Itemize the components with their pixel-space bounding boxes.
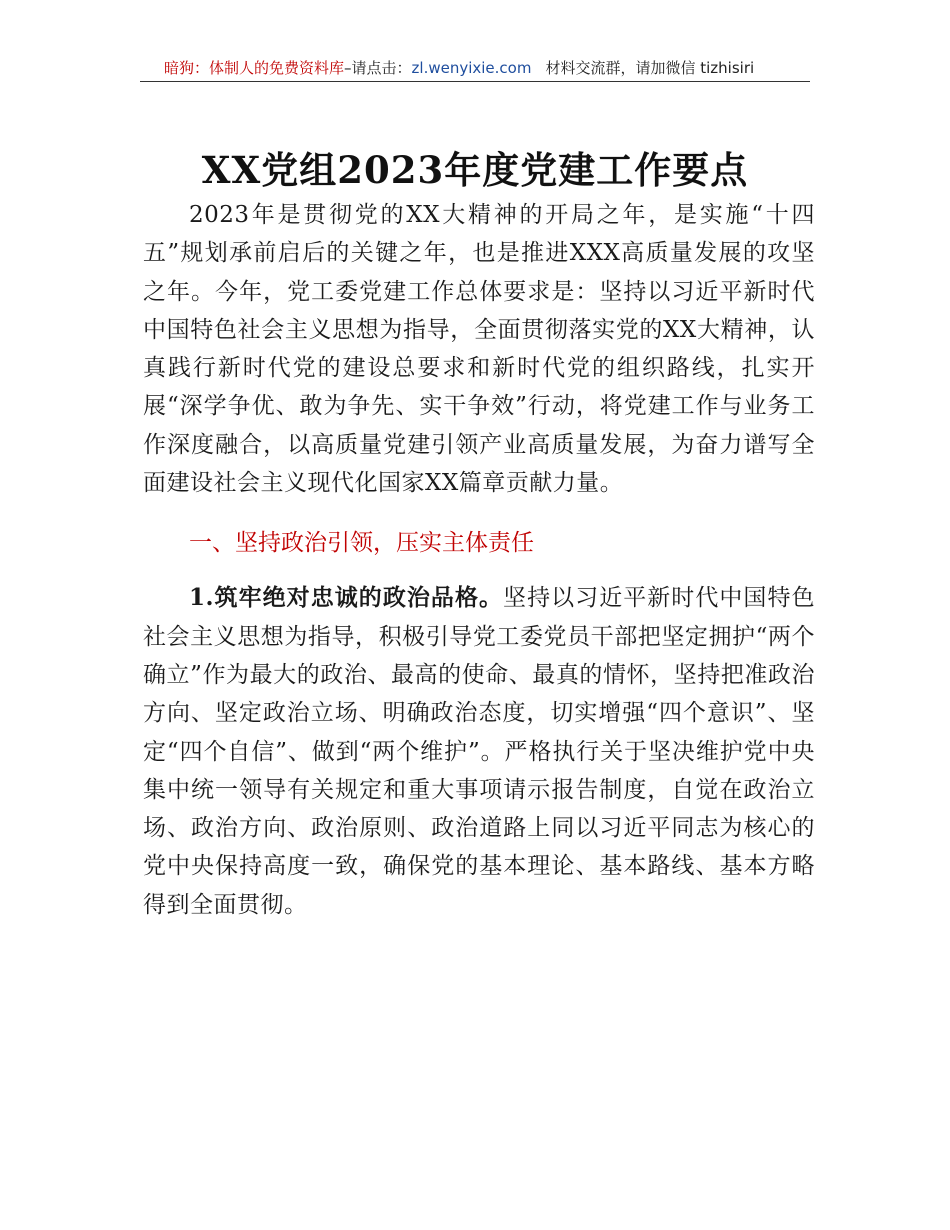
header-prompt: –请点击： — [344, 59, 412, 77]
intro-paragraph: 2023年是贯彻党的XX大精神的开局之年，是实施“十四五”规划承前启后的关键之年，也是推进XXX高质量发展的攻坚之年。今年，党工委党建工作总体要求是：坚持以习近平新时代中国特色社会主义思想为指导，全面贯彻落实党的XX大精神，认真践行新时代党的建设总要求和新时代党的组织路线，扎实开展“深学争优、敢为争先、实干争效”行动，将党建工作与业务工作深度融合，以高质量党建引领产业高质量发展，为奋力谱写全面建设社会主义现代化国家XX篇章贡献力量。 — [143, 202, 815, 497]
document-title: XX党组2023年度党建工作要点 — [201, 148, 749, 192]
header-contact: 材料交流群，请加微信 tizhisiri — [545, 59, 755, 77]
header-source-label: 暗狗：体制人的免费资料库 — [164, 59, 345, 77]
header-link[interactable]: zl.wenyixie.com — [411, 59, 532, 77]
section-heading: 一、坚持政治引领，压实主体责任 — [189, 530, 534, 557]
item-lead: 1.筑牢绝对忠诚的政治品格。 — [189, 584, 504, 612]
document-body — [143, 196, 815, 924]
item-body: 坚持以习近平新时代中国特色社会主义思想为指导，积极引导党工委党员干部把坚定拥护“两个确立”作为最大的政治、最高的使命、最真的情怀，坚持把准政治方向、坚定政治立场、明确政治态度，切实增强“四个意识”、坚定“四个自信”、做到“两个维护”。严格执行关于坚决维护党中央集中统一领导有关规定和重大事项请示报告制度，自觉在政治立场、政治方向、政治原则、政治道路上同以习近平同志为核心的党中央保持高度一致，确保党的基本理论、基本路线、基本方略得到全面贯彻。 — [143, 585, 816, 918]
item-paragraph — [143, 579, 815, 924]
page-header — [140, 52, 810, 82]
